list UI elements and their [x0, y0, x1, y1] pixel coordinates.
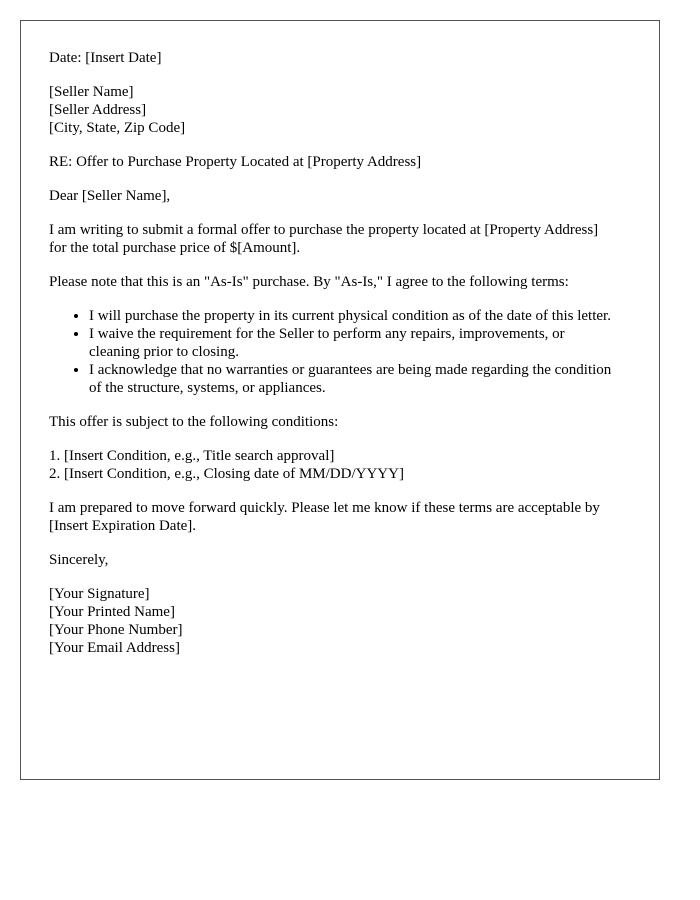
term-item: • I waive the requirement for the Seller to perform any repairs, improvements, or cleaning prior to closing. — [89, 325, 619, 361]
salutation: Dear [Seller Name], — [49, 188, 171, 204]
re-line: RE: Offer to Purchase Property Located at [Property Address] — [49, 154, 422, 170]
phone-number: [Your Phone Number] — [49, 622, 183, 638]
signature-line: [Your Signature] — [49, 586, 150, 602]
signature-block — [49, 585, 619, 657]
recipient-address — [49, 83, 619, 137]
term-item: • I acknowledge that no warranties or guarantees are being made regarding the condition of the structure, systems, or appliances. — [89, 361, 619, 397]
recipient-street: [Seller Address] — [49, 102, 147, 118]
intro-paragraph: I am writing to submit a formal offer to purchase the property located at [Property Address] for the total purchase price of $[Amount]. — [49, 222, 599, 256]
sign-off: Sincerely, — [49, 552, 109, 568]
condition-item: 1. [Insert Condition, e.g., Title search approval] — [49, 448, 335, 464]
recipient-name: [Seller Name] — [49, 84, 134, 100]
recipient-city: [City, State, Zip Code] — [49, 120, 186, 136]
condition-item: 2. [Insert Condition, e.g., Closing date of MM/DD/YYYY] — [49, 466, 404, 482]
term-item: • I will purchase the property in its current physical condition as of the date of this letter. — [89, 307, 619, 325]
as-is-note: Please note that this is an "As-Is" purchase. By "As-Is," I agree to the following terms: — [49, 274, 569, 290]
date-line: Date: [Insert Date] — [49, 50, 162, 66]
closing-paragraph: I am prepared to move forward quickly. Please let me know if these terms are acceptable by [Insert Expiration Date]. — [49, 500, 600, 534]
email-address: [Your Email Address] — [49, 640, 180, 656]
conditions-list — [49, 447, 619, 483]
letter-content — [49, 49, 619, 657]
terms-list — [49, 307, 619, 397]
conditions-intro: This offer is subject to the following conditions: — [49, 414, 339, 430]
printed-name: [Your Printed Name] — [49, 604, 175, 620]
letter-page — [20, 20, 660, 780]
